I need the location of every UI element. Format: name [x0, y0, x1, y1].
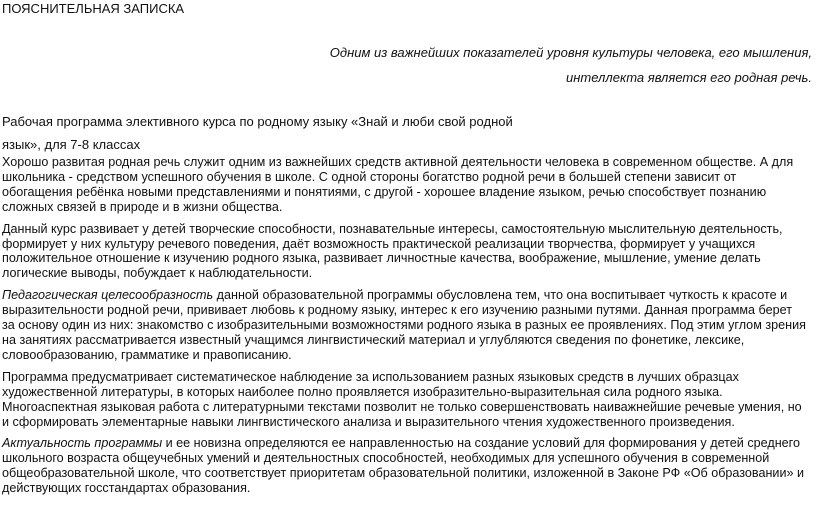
- paragraph-3: [2, 288, 808, 363]
- epigraph-line-1: Одним из важнейших показателей уровня культуры человека, его мышления,: [329, 45, 812, 60]
- intro-line-2: язык», для 7-8 классах: [2, 137, 141, 152]
- paragraph-5-text: и ее новизна определяются ее направленностью на создание условий для формирования у детей среднего школьного возраста общеучебных умений и деятельностных способностей, необходимых для успешного обучения в современной общеобразовательной школе, что соответствует приоритетам образовательной политики, изложенной в Законе РФ «Об образовании» и действующих госстандартах образования.: [2, 436, 805, 496]
- paragraph-3-lead: Педагогическая целесообразность: [2, 288, 214, 303]
- intro-line-1: Рабочая программа элективного курса по родному языку «Знай и люби свой родной: [2, 114, 513, 129]
- paragraph-2: Данный курс развивает у детей творческие способности, познавательные интересы, самостоятельную мыслительную деятельность, формирует у них культуру речевого поведения, даёт возможность практической реализации творчества, формирует у учащихся положительное отношение к изучению родного языка, развивает личностные качества, воображение, мышление, умение делать логические выводы, побуждает к наблюдательности.: [2, 221, 783, 281]
- paragraph-3-text: данной образовательной программы обусловлена тем, что она воспитывает чуткость к красоте и выразительности родной речи, прививает любовь к родному языку, интерес к его изучению разными путями. Данная программа берет за основу один из них: знакомство с изобразительными возможностями родного языка в разных ее проявлениях. Под этим углом зрения на занятиях рассматривается известный учащимся лингвистический материал и углубляются сведения по фонетике, лексике, словообразованию, грамматике и правописанию.: [2, 288, 806, 362]
- paragraph-5: [2, 436, 808, 496]
- epigraph-line-2: интеллекта является его родная речь.: [566, 70, 812, 85]
- document-body: [2, 155, 808, 503]
- paragraph-1: Хорошо развитая родная речь служит одним из важнейших средств активной деятельности человека в современном обществе. А для школьника - средством успешного обучения в школе. С одной стороны богатство родной речи в большей степени зависит от обогащения ребёнка новыми представлениями и понятиями, с другой - хорошее владение языком, речью способствует познанию сложных связей в природе и в жизни общества.: [2, 155, 794, 214]
- paragraph-5-lead: Актуальность программы: [2, 436, 163, 451]
- paragraph-4: Программа предусматривает систематическое наблюдение за использованием разных языковых средств в лучших образцах художественной литературы, в которых наиболее полно проявляется изобразительно-выразительная сила родного языка. Многоаспектная языковая работа с литературными текстами позволит не только совершенствовать наиважнейшие речевые умения, но и сформировать элементарные навыки лингвистического анализа и выразительного чтения художественного произведения.: [2, 369, 802, 429]
- document-title: ПОЯСНИТЕЛЬНАЯ ЗАПИСКА: [2, 1, 185, 16]
